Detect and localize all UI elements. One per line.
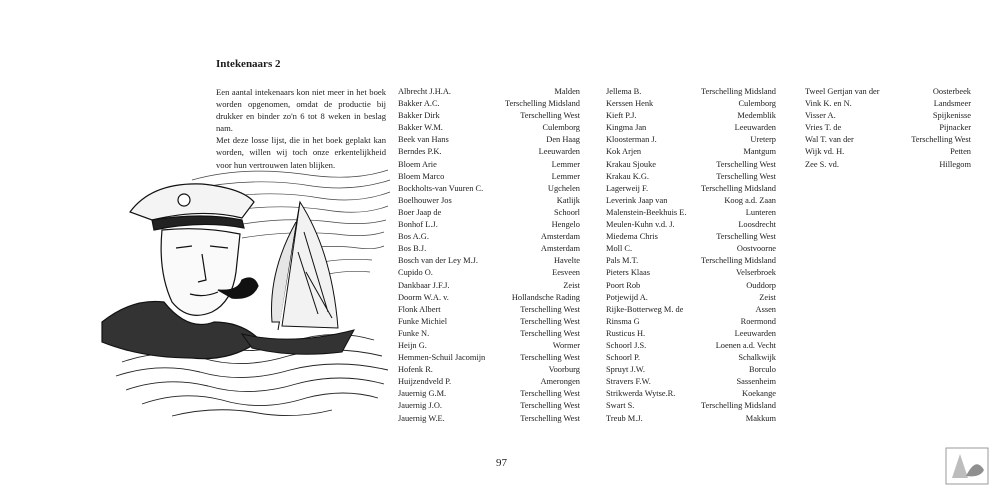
subscriber-place: Petten xyxy=(950,147,971,157)
subscriber-place: Terschelling Midsland xyxy=(700,401,776,411)
subscriber-place: Malden xyxy=(554,87,580,96)
subscriber-row xyxy=(398,280,580,292)
subscriber-place: Ureterp xyxy=(750,135,776,145)
subscriber-place: Assen xyxy=(755,304,776,314)
subscriber-row xyxy=(606,207,776,219)
subscriber-name: Beek van Hans xyxy=(398,135,449,145)
subscriber-place: Voorburg xyxy=(548,365,580,375)
subscriber-name: Potjewijd A. xyxy=(606,292,648,302)
subscriber-name: Kok Arjen xyxy=(606,147,642,157)
subscriber-place: Terschelling West xyxy=(716,171,776,181)
subscriber-name: Krakau K.G. xyxy=(606,171,650,181)
subscriber-name: Funke N. xyxy=(398,328,430,338)
subscriber-name: Boelhouwer Jos xyxy=(398,195,452,205)
subscriber-name: Berndes P.K. xyxy=(398,147,442,157)
intro-paragraph: Met deze losse lijst, die in het boek geplakt kan worden, willen wij toch onze erkentelijkheid voor hun vertrouwen laten blijken. xyxy=(216,135,386,170)
subscriber-place: Terschelling West xyxy=(716,232,776,242)
subscriber-row xyxy=(805,122,971,134)
subscriber-name: Jauernig W.E. xyxy=(398,413,445,423)
subscriber-name: Wal T. van der xyxy=(805,135,854,145)
subscriber-row xyxy=(398,267,580,279)
subscriber-name: Bos A.G. xyxy=(398,232,429,242)
subscriber-place: Landsmeer xyxy=(933,99,971,109)
subscriber-place: Terschelling West xyxy=(520,316,580,326)
subscriber-row xyxy=(606,364,776,376)
subscriber-place: Lemmer xyxy=(551,171,580,181)
subscriber-name: Hemmen-Schuil Jacomijn xyxy=(398,353,486,363)
subscriber-place: Terschelling West xyxy=(520,353,580,363)
subscriber-name: Stravers F.W. xyxy=(606,377,651,387)
subscriber-name: Huijzendveld P. xyxy=(398,377,452,387)
subscriber-name: Swart S. xyxy=(606,401,635,411)
subscriber-row xyxy=(398,219,580,231)
subscriber-row xyxy=(606,255,776,267)
subscriber-name: Vink K. en N. xyxy=(805,99,852,109)
subscriber-place: Culemborg xyxy=(738,99,776,109)
subscriber-name: Bloem Marco xyxy=(398,171,445,181)
subscriber-place: Terschelling West xyxy=(520,389,580,399)
subscriber-place: Katlijk xyxy=(556,195,580,205)
subscriber-place: Leeuwarden xyxy=(538,147,580,157)
subscriber-row xyxy=(606,328,776,340)
subscriber-row xyxy=(606,219,776,231)
subscriber-name: Rinsma G xyxy=(606,316,640,326)
subscriber-column-2 xyxy=(606,86,776,425)
subscriber-row xyxy=(606,413,776,425)
subscriber-name: Pieters Klaas xyxy=(606,268,650,278)
subscriber-row xyxy=(606,316,776,328)
subscriber-place: Zeist xyxy=(563,280,580,290)
subscriber-row xyxy=(398,231,580,243)
subscriber-name: Pals M.T. xyxy=(606,256,639,266)
subscriber-row xyxy=(606,195,776,207)
subscriber-row xyxy=(606,231,776,243)
subscriber-name: Spruyt J.W. xyxy=(606,365,646,375)
subscriber-name: Poort Rob xyxy=(606,280,641,290)
subscriber-place: Sassenheim xyxy=(736,377,776,387)
subscriber-place: Leeuwarden xyxy=(734,123,776,133)
subscriber-place: Terschelling Midsland xyxy=(700,87,776,96)
subscriber-row xyxy=(606,280,776,292)
subscriber-place: Den Haag xyxy=(546,135,580,145)
subscriber-place: Koekange xyxy=(742,389,776,399)
subscriber-row xyxy=(398,316,580,328)
subscriber-name: Bos B.J. xyxy=(398,244,427,254)
subscriber-name: Boer Jaap de xyxy=(398,207,442,217)
subscriber-row xyxy=(398,255,580,267)
subscriber-row xyxy=(606,352,776,364)
subscriber-row xyxy=(606,122,776,134)
subscriber-name: Miedema Chris xyxy=(606,232,658,242)
subscriber-row xyxy=(606,98,776,110)
subscriber-place: Medemblik xyxy=(737,111,776,121)
subscriber-place: Terschelling West xyxy=(520,328,580,338)
subscriber-row xyxy=(805,98,971,110)
subscriber-column-3 xyxy=(805,86,971,171)
subscriber-name: Leverink Jaap van xyxy=(606,195,668,205)
subscriber-row xyxy=(606,146,776,158)
subscriber-place: Koog a.d. Zaan xyxy=(724,195,776,205)
subscriber-name: Krakau Sjouke xyxy=(606,159,657,169)
subscriber-place: Makkum xyxy=(745,413,776,423)
subscriber-name: Schoorl J.S. xyxy=(606,340,647,350)
subscriber-row xyxy=(606,304,776,316)
subscriber-row xyxy=(398,352,580,364)
subscriber-row xyxy=(606,171,776,183)
subscriber-row xyxy=(805,159,971,171)
subscriber-row xyxy=(398,171,580,183)
subscriber-name: Jauernig J.O. xyxy=(398,401,442,411)
subscriber-name: Rijke-Botterweg M. de xyxy=(606,304,684,314)
subscriber-row xyxy=(805,110,971,122)
subscriber-place: Havelte xyxy=(553,256,580,266)
subscriber-name: Bockholts-van Vuuren C. xyxy=(398,183,484,193)
subscriber-row xyxy=(398,304,580,316)
subscriber-row xyxy=(398,195,580,207)
subscriber-place: Terschelling Midsland xyxy=(700,183,776,193)
subscriber-name: Bakker A.C. xyxy=(398,99,440,109)
subscriber-row xyxy=(398,159,580,171)
subscriber-place: Amerongen xyxy=(540,377,580,387)
subscriber-place: Oosterbeek xyxy=(932,87,971,96)
subscriber-place: Lunteren xyxy=(745,207,776,217)
subscriber-name: Rusticus H. xyxy=(606,328,646,338)
subscriber-row xyxy=(398,292,580,304)
subscriber-place: Hollandsche Rading xyxy=(511,292,580,302)
subscriber-place: Culemborg xyxy=(542,123,580,133)
subscriber-row xyxy=(398,388,580,400)
subscriber-place: Terschelling West xyxy=(911,135,971,145)
subscriber-name: Treub M.J. xyxy=(606,413,643,423)
subscriber-name: Vries T. de xyxy=(805,123,842,133)
subscriber-place: Terschelling West xyxy=(716,159,776,169)
subscriber-place: Terschelling West xyxy=(520,413,580,423)
subscriber-row xyxy=(398,98,580,110)
lambiek-logo-icon xyxy=(944,446,990,486)
subscriber-place: Amsterdam xyxy=(540,232,580,242)
subscriber-name: Visser A. xyxy=(805,111,836,121)
subscriber-row xyxy=(606,400,776,412)
subscriber-row xyxy=(398,328,580,340)
subscriber-place: Mantgum xyxy=(743,147,776,157)
subscriber-row xyxy=(398,122,580,134)
subscriber-row xyxy=(606,267,776,279)
subscriber-name: Malenstein-Beekhuis E. xyxy=(606,207,687,217)
sailor-and-sailboat-illustration xyxy=(92,162,394,430)
subscriber-row xyxy=(398,110,580,122)
subscriber-place: Terschelling West xyxy=(520,304,580,314)
subscriber-name: Jauernig G.M. xyxy=(398,389,447,399)
subscriber-name: Dankbaar J.F.J. xyxy=(398,280,450,290)
subscriber-place: Amsterdam xyxy=(540,244,580,254)
subscriber-place: Zeist xyxy=(759,292,776,302)
subscriber-name: Kloosterman J. xyxy=(606,135,657,145)
subscriber-row xyxy=(606,110,776,122)
subscriber-name: Bonhof L.J. xyxy=(398,220,438,230)
subscriber-row xyxy=(398,183,580,195)
subscriber-place: Terschelling West xyxy=(520,111,580,121)
subscriber-name: Tweel Gertjan van der xyxy=(805,87,880,96)
subscriber-name: Albrecht J.H.A. xyxy=(398,87,452,96)
subscriber-name: Kieft P.J. xyxy=(606,111,637,121)
subscriber-row xyxy=(398,243,580,255)
subscriber-row xyxy=(805,134,971,146)
subscriber-row xyxy=(805,86,971,98)
subscriber-row xyxy=(398,413,580,425)
intro-paragraph: Een aantal intekenaars kon niet meer in het boek worden opgenomen, omdat de productie bij drukker en binder zo'n 6 tot 8 weken in beslag nam. xyxy=(216,87,386,134)
subscriber-row xyxy=(606,376,776,388)
subscriber-row xyxy=(398,146,580,158)
subscriber-name: Bloem Arie xyxy=(398,159,437,169)
subscriber-name: Heijn G. xyxy=(398,340,427,350)
subscriber-place: Pijnacker xyxy=(939,123,971,133)
subscriber-place: Loenen a.d. Vecht xyxy=(715,340,776,350)
subscriber-name: Bosch van der Ley M.J. xyxy=(398,256,479,266)
subscriber-row xyxy=(606,388,776,400)
subscriber-place: Ouddorp xyxy=(746,280,776,290)
subscriber-name: Meulen-Kuhn v.d. J. xyxy=(606,220,675,230)
subscriber-row xyxy=(606,292,776,304)
subscriber-row xyxy=(398,400,580,412)
subscriber-place: Borculo xyxy=(749,365,776,375)
page-number: 97 xyxy=(496,457,507,469)
subscriber-row xyxy=(398,340,580,352)
subscriber-place: Hengelo xyxy=(551,220,580,230)
subscriber-row xyxy=(805,146,971,158)
subscriber-place: Terschelling Midsland xyxy=(504,99,580,109)
subscriber-place: Schalkwijk xyxy=(738,353,776,363)
subscriber-name: Strikwerda Wytse.R. xyxy=(606,389,676,399)
subscriber-name: Hofenk R. xyxy=(398,365,433,375)
subscriber-row xyxy=(606,183,776,195)
subscriber-name: Moll C. xyxy=(606,244,633,254)
subscriber-name: Wijk vd. H. xyxy=(805,147,845,157)
subscriber-place: Velserbroek xyxy=(736,268,776,278)
subscriber-place: Spijkenisse xyxy=(932,111,971,121)
subscriber-name: Kingma Jan xyxy=(606,123,647,133)
subscriber-place: Eesveen xyxy=(552,268,580,278)
subscriber-place: Ugchelen xyxy=(547,183,580,193)
subscriber-name: Cupido O. xyxy=(398,268,433,278)
subscriber-column-1 xyxy=(398,86,580,425)
subscriber-row xyxy=(606,340,776,352)
subscriber-name: Bakker Dirk xyxy=(398,111,440,121)
subscriber-place: Terschelling West xyxy=(520,401,580,411)
subscriber-name: Doorm W.A. v. xyxy=(398,292,449,302)
subscriber-place: Hillegom xyxy=(939,159,971,169)
subscriber-name: Lagerweij F. xyxy=(606,183,649,193)
subscriber-name: Kerssen Henk xyxy=(606,99,654,109)
subscriber-name: Jellema B. xyxy=(606,87,642,96)
subscriber-row xyxy=(398,134,580,146)
subscriber-name: Zee S. vd. xyxy=(805,159,839,169)
subscriber-row xyxy=(606,243,776,255)
subscriber-place: Roermond xyxy=(740,316,776,326)
subscriber-place: Loosdrecht xyxy=(738,220,776,230)
page-heading: Intekenaars 2 xyxy=(216,58,281,70)
subscriber-row xyxy=(606,86,776,98)
subscriber-place: Leeuwarden xyxy=(734,328,776,338)
intro-text xyxy=(216,86,386,171)
subscriber-name: Schoorl P. xyxy=(606,353,640,363)
subscriber-name: Funke Michiel xyxy=(398,316,448,326)
subscriber-row xyxy=(398,376,580,388)
subscriber-place: Oostvoorne xyxy=(736,244,776,254)
subscriber-row xyxy=(606,134,776,146)
subscriber-row xyxy=(606,159,776,171)
subscriber-place: Terschelling Midsland xyxy=(700,256,776,266)
subscriber-name: Bakker W.M. xyxy=(398,123,443,133)
subscriber-place: Wormer xyxy=(552,340,580,350)
subscriber-name: Flonk Albert xyxy=(398,304,441,314)
subscriber-row xyxy=(398,207,580,219)
subscriber-row xyxy=(398,86,580,98)
subscriber-place: Schoorl xyxy=(553,207,580,217)
subscriber-row xyxy=(398,364,580,376)
subscriber-place: Lemmer xyxy=(551,159,580,169)
